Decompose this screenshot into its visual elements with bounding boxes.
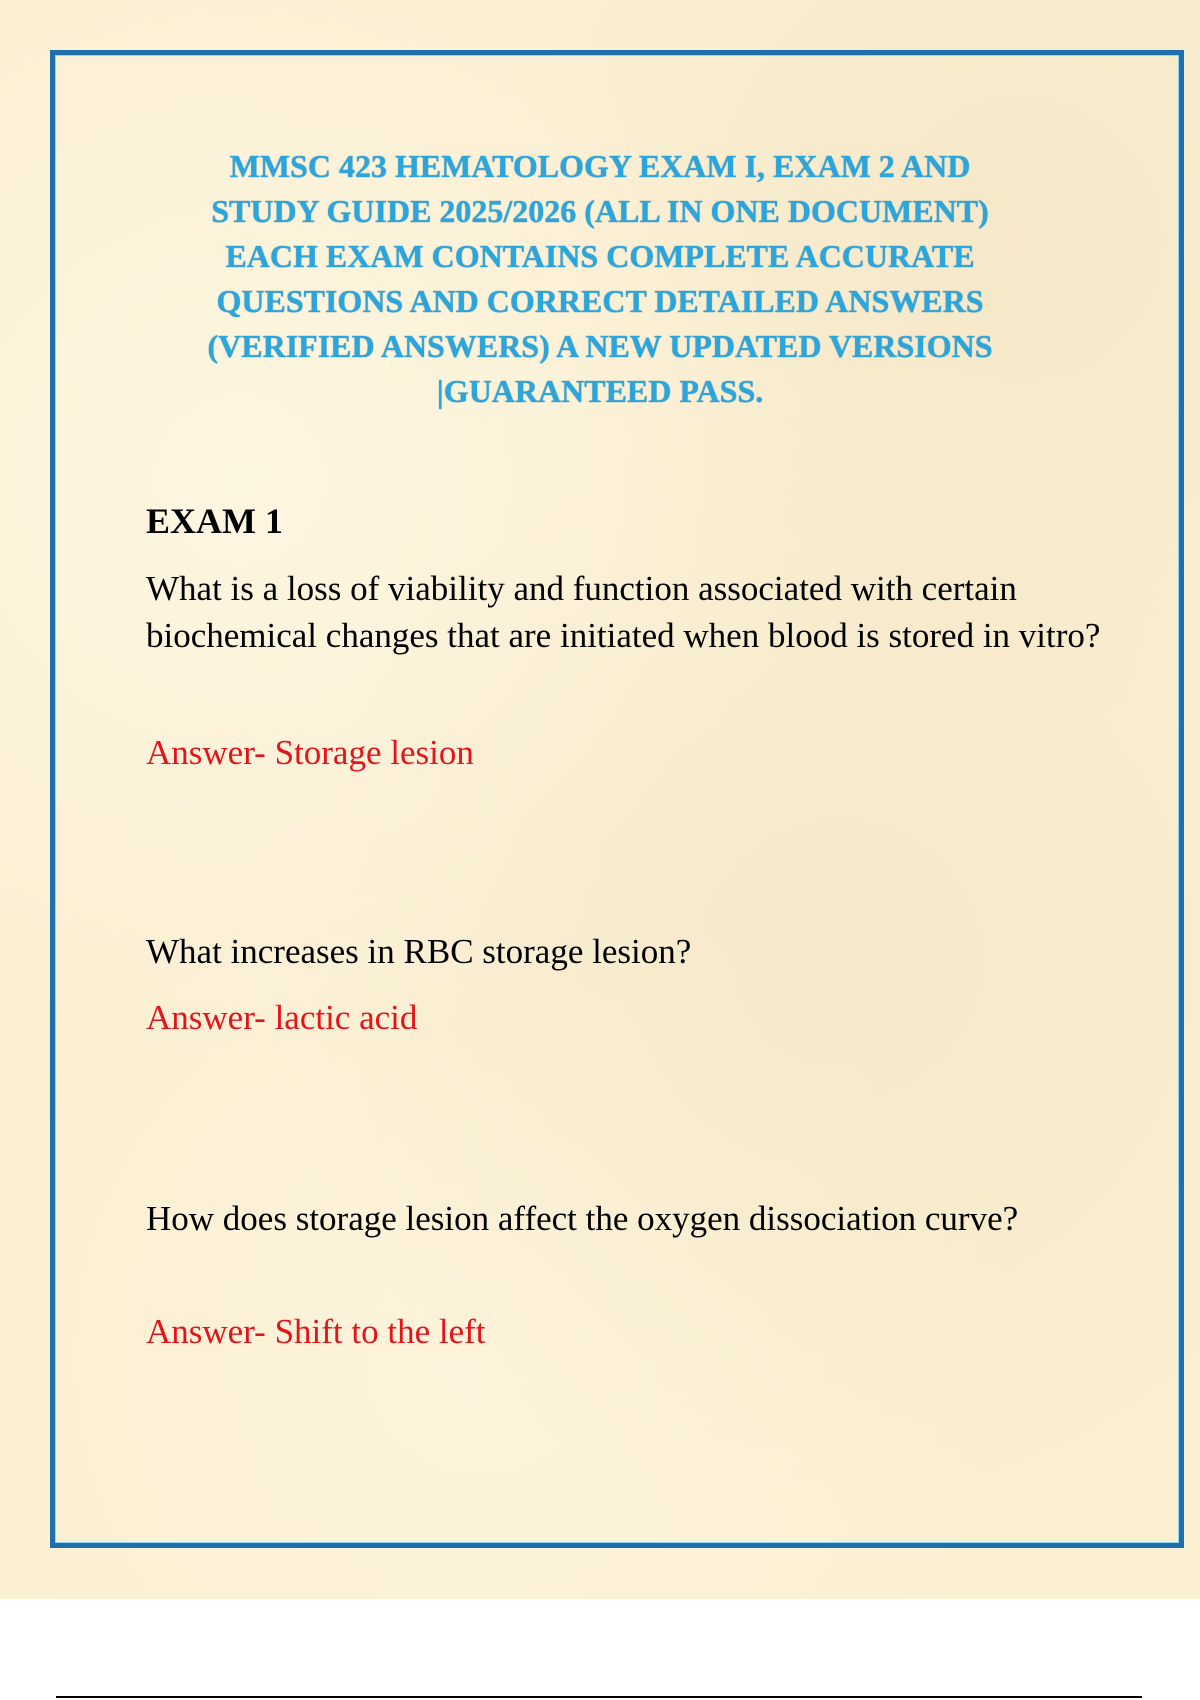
question-1: What is a loss of viability and function associated with certain biochemical changes that are initiated when blood is stored in vitro? [146, 569, 1101, 655]
answer-3: Answer- Shift to the left [146, 1312, 486, 1351]
question-3: How does storage lesion affect the oxygen dissociation curve? [146, 1199, 1019, 1238]
title-line: QUESTIONS AND CORRECT DETAILED ANSWERS [216, 283, 984, 319]
section-heading: EXAM 1 [146, 501, 283, 541]
title-line: EACH EXAM CONTAINS COMPLETE ACCURATE [225, 238, 975, 274]
document-title [100, 144, 1100, 414]
answer-2: Answer- lactic acid [146, 998, 418, 1037]
footer-divider [56, 1696, 1142, 1698]
title-line: |GUARANTEED PASS. [436, 373, 764, 409]
question-2: What increases in RBC storage lesion? [146, 932, 692, 971]
title-line: (VERIFIED ANSWERS) A NEW UPDATED VERSIONS [207, 328, 993, 364]
answer-1: Answer- Storage lesion [146, 733, 474, 772]
title-line: STUDY GUIDE 2025/2026 (ALL IN ONE DOCUMENT) [211, 193, 989, 229]
title-line: MMSC 423 HEMATOLOGY EXAM I, EXAM 2 AND [229, 148, 971, 184]
